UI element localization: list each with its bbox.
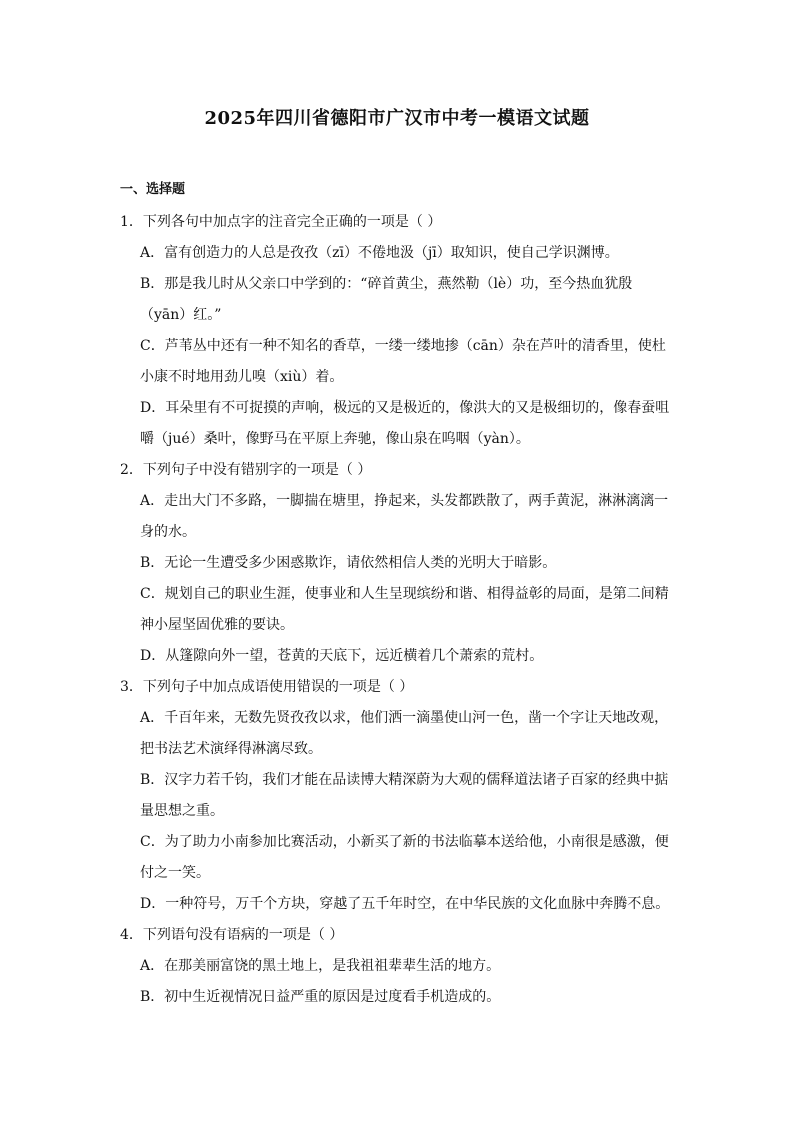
- option-a: A．走出大门不多路，一脚揣在塘里，挣起来，头发都跌散了，两手黄泥，淋淋漓漓一身的水。: [140, 493, 669, 540]
- section-heading: 一、选择题: [120, 182, 186, 197]
- option-a: A．在那美丽富饶的黑土地上，是我祖祖辈辈生活的地方。: [140, 958, 501, 974]
- option-c: C．芦苇丛中还有一种不知名的香草，一缕一缕地掺（cān）杂在芦叶的清香里，使杜小康不时地用劲儿嗅（xiù）着。: [140, 338, 666, 385]
- question-stem: 1．下列各句中加点字的注音完全正确的一项是（ ）: [120, 214, 442, 230]
- option-b: B．无论一生遭受多少困惑欺诈，请依然相信人类的光明大于暗影。: [140, 555, 557, 571]
- option-c: C．为了助力小南参加比赛活动，小新买了新的书法临摹本送给他，小南很是感激，便付之一笑。: [140, 834, 669, 881]
- option-d: D．耳朵里有不可捉摸的声响，极远的又是极近的，像洪大的又是极细切的，像春蚕咀嚼（jué）桑叶，像野马在平原上奔驰，像山泉在呜咽（yàn）。: [140, 400, 670, 447]
- option-b: B．那是我儿时从父亲口中学到的：“碎首黄尘，燕然勒（lè）功，至今热血犹殷（yān）红。”: [140, 276, 633, 323]
- question-stem: 4．下列语句没有语病的一项是（ ）: [120, 927, 344, 943]
- exam-content: [120, 176, 675, 1013]
- option-d: D．一种符号，万千个方块，穿越了五千年时空，在中华民族的文化血脉中奔腾不息。: [140, 896, 670, 912]
- question-1: [120, 207, 675, 455]
- option-b: B．汉字力若千钧，我们才能在品读博大精深蔚为大观的儒释道法诸子百家的经典中掂量思想之重。: [140, 772, 669, 819]
- question-stem: 2．下列句子中没有错别字的一项是（ ）: [120, 462, 372, 478]
- option-a: A．千百年来，无数先贤孜孜以求，他们洒一滴墨使山河一色，凿一个字让天地改观，把书法艺术演绎得淋漓尽致。: [140, 710, 669, 757]
- question-2: [120, 455, 675, 672]
- question-stem: 3．下列句子中加点成语使用错误的一项是（ ）: [120, 679, 414, 695]
- page-title: 2025年四川省德阳市广汉市中考一模语文试题: [204, 108, 590, 129]
- question-3: [120, 672, 675, 920]
- option-d: D．从篷隙向外一望，苍黄的天底下，远近横着几个萧索的荒村。: [140, 648, 544, 664]
- option-b: B．初中生近视情况日益严重的原因是过度看手机造成的。: [140, 989, 501, 1005]
- option-a: A．富有创造力的人总是孜孜（zī）不倦地汲（jī）取知识，使自己学识渊博。: [140, 245, 619, 261]
- option-c: C．规划自己的职业生涯，使事业和人生呈现缤纷和谐、相得益彰的局面，是第二间精神小屋坚固优雅的要诀。: [140, 586, 669, 633]
- question-4: [120, 920, 675, 1013]
